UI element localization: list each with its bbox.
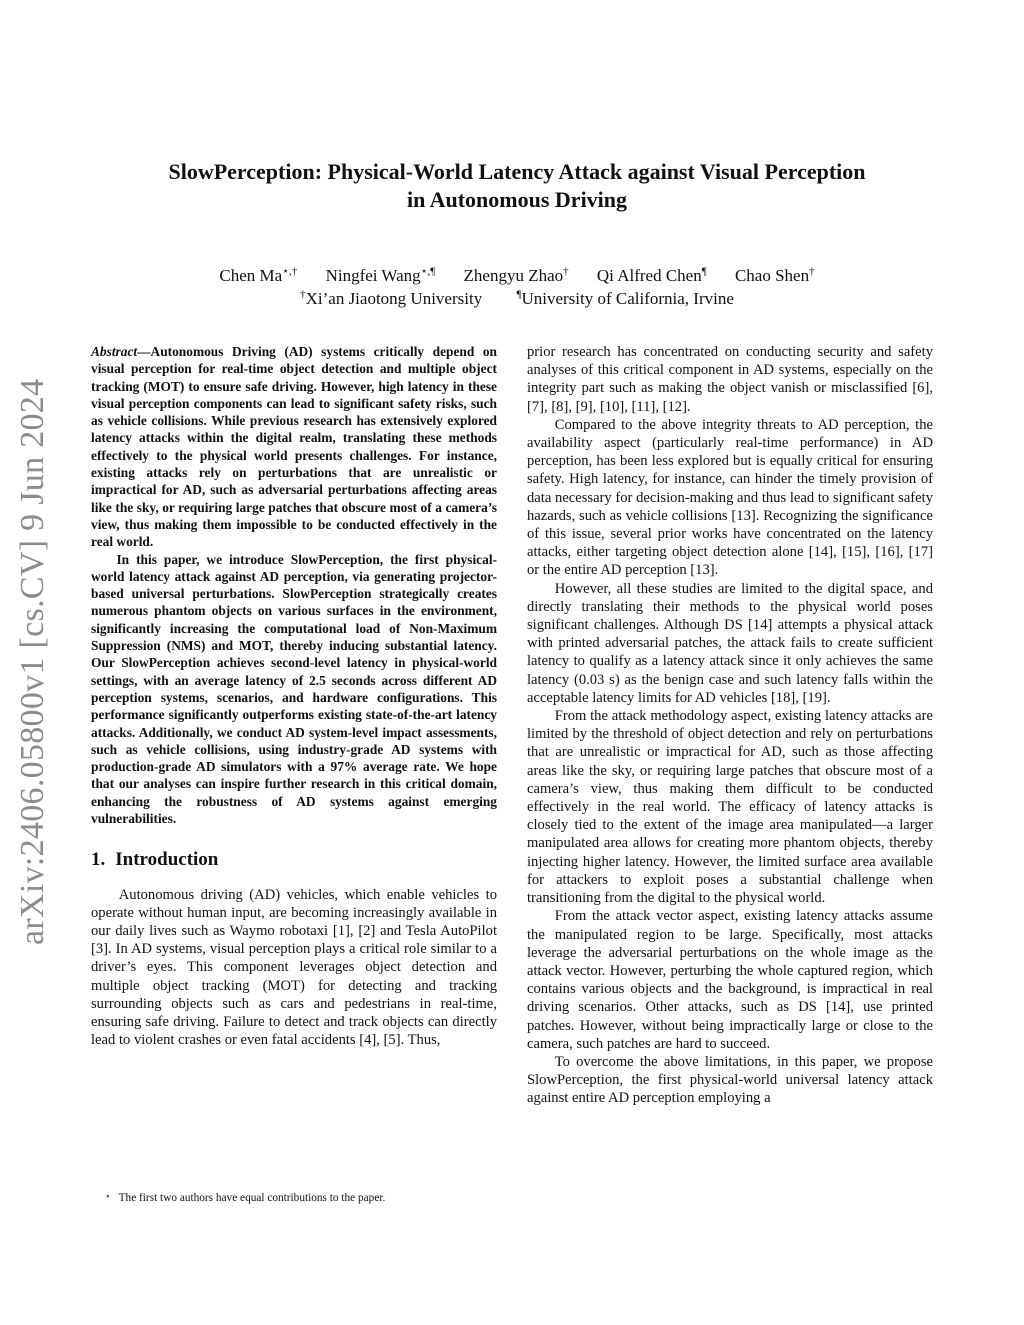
abstract-paragraph: In this paper, we introduce SlowPerception, the first physical-world latency attack against AD perception, via generating projector-based universal perturbations. SlowPerception strategically creates numerous phantom objects on various surfaces in the environment, significantly increasing the computational load of Non-Maximum Suppression (NMS) and MOT, thereby inducing substantial latency. Our SlowPerception achieves second-level latency in physical-world settings, with an average latency of 2.5 seconds across different AD perception systems, scenarios, and hardware configurations. This performance significantly outperforms existing state-of-the-art latency attacks. Additionally, we conduct AD system-level impact assessments, such as vehicle collisions, using industry-grade AD systems with production-grade AD simulators with a 97% average rate. We hope that our analyses can inspire further research in this critical domain, enhancing the robustness of AD systems against emerging vulnerabilities. <box>91 551 497 827</box>
author: Chen Ma⋆,† <box>219 265 298 285</box>
section-heading: 1. Introduction <box>91 849 219 871</box>
title-line-1: SlowPerception: Physical-World Latency Attack against Visual Perception <box>168 159 866 184</box>
author: Zhengyu Zhao† <box>463 265 569 285</box>
intro-text <box>91 886 497 1050</box>
author: Ningfei Wang⋆,¶ <box>325 265 436 285</box>
abstract-paragraph: Abstract—Autonomous Driving (AD) systems critically depend on visual perception for real-time object detection and multiple object tracking (MOT) to ensure safe driving. However, high latency in these visual perception components can lead to significant safety risks, such as vehicle collisions. While previous research has extensively explored latency attacks within the digital realm, translating these methods effectively to the physical world presents challenges. For instance, existing attacks rely on perturbations that are unrealistic or impractical for AD, such as adversarial perturbations affecting areas like the sky, or requiring large patches that obscure most of a camera’s view, thus making them impossible to be conducted effectively in the real world. <box>91 344 497 550</box>
footnote: ⋆ The first two authors have equal contributions to the paper. <box>105 1191 386 1204</box>
author: Qi Alfred Chen¶ <box>596 265 707 285</box>
body-paragraph: From the attack methodology aspect, existing latency attacks are limited by the threshold of object detection and rely on perturbations that are unrealistic or impractical for AD, such as those affecting areas like the sky, or requiring large patches that obscure most of a camera’s view, thus making them difficult to be conducted effectively in the real world. The efficacy of latency attacks is closely tied to the extent of the image area manipulated—a larger manipulated area allows for creating more phantom objects, thereby injecting higher latency. However, the limited surface area available for attackers to exploit poses a substantial challenge when transitioning from the digital to the physical world. <box>527 708 933 907</box>
left-column <box>91 343 497 1049</box>
arxiv-identifier: arXiv:2406.05800v1 [cs.CV] 9 Jun 2024 <box>14 378 51 945</box>
abstract-label: Abstract <box>91 344 138 359</box>
body-paragraph: To overcome the above limitations, in this paper, we propose SlowPerception, the first physical-world universal latency attack against entire AD perception employing a <box>527 1053 933 1107</box>
title-line-2: in Autonomous Driving <box>406 187 628 212</box>
body-paragraph: From the attack vector aspect, existing latency attacks assume the manipulated region to be large. Specifically, most attacks leverage the adversarial perturbations on the whole image as the attack vector. However, perturbing the whole captured region, which contains various objects and the background, is impractical in real driving scenarios. Other attacks, such as DS [14], use printed patches. However, without being impractically large or close to the camera, such patches are hard to succeed. <box>527 908 933 1052</box>
body-paragraph: prior research has concentrated on conducting security and safety analyses of this critical component in AD systems, especially on the integrity part such as making the object vanish or misclassified [6], [7], [8], [9], [10], [11], [12]. <box>527 344 933 415</box>
affiliation: †Xi’an Jiaotong University <box>300 288 483 308</box>
right-column <box>527 343 933 1108</box>
body-paragraph: Compared to the above integrity threats to AD perception, the availability aspect (particularly real-time performance) in AD perception, has been less explored but is equally critical for ensuring safety. High latency, for instance, can hinder the timely provision of data necessary for decision-making and thus lead to significant safety hazards, such as vehicle collisions [13]. Recognizing the significance of this issue, several prior works have concentrated on the latency attacks, either targeting object detection alone [14], [15], [16], [17] or the entire AD perception [13]. <box>527 416 933 579</box>
body-paragraph: Autonomous driving (AD) vehicles, which enable vehicles to operate without human input, are becoming increasingly available in our daily lives such as Waymo robotaxi [1], [2] and Tesla AutoPilot [3]. In AD systems, visual perception plays a critical role similar to a driver’s eyes. This component leverages object detection and multiple object tracking (MOT) for detecting and tracking surrounding objects such as cars and pedestrians in real-time, ensuring safe driving. Failure to detect and track objects can directly lead to violent crashes or even fatal accidents [4], [5]. Thus, <box>91 886 497 1049</box>
abstract <box>91 343 497 827</box>
paper-title <box>100 158 934 214</box>
affiliation-list <box>100 283 934 310</box>
author: Chao Shen† <box>734 265 815 285</box>
body-paragraph: However, all these studies are limited to the digital space, and directly translating their methods to the physical world poses significant challenges. Although DS [14] attempts a physical attack with printed adversarial patches, the attack fails to create sufficient latency to qualify as a latency attack since it only achieves the same latency (0.03 s) as the benign case and such latency falls within the acceptable latency limits for AD vehicles [18], [19]. <box>527 580 933 706</box>
affiliation: ¶University of California, Irvine <box>516 288 734 308</box>
